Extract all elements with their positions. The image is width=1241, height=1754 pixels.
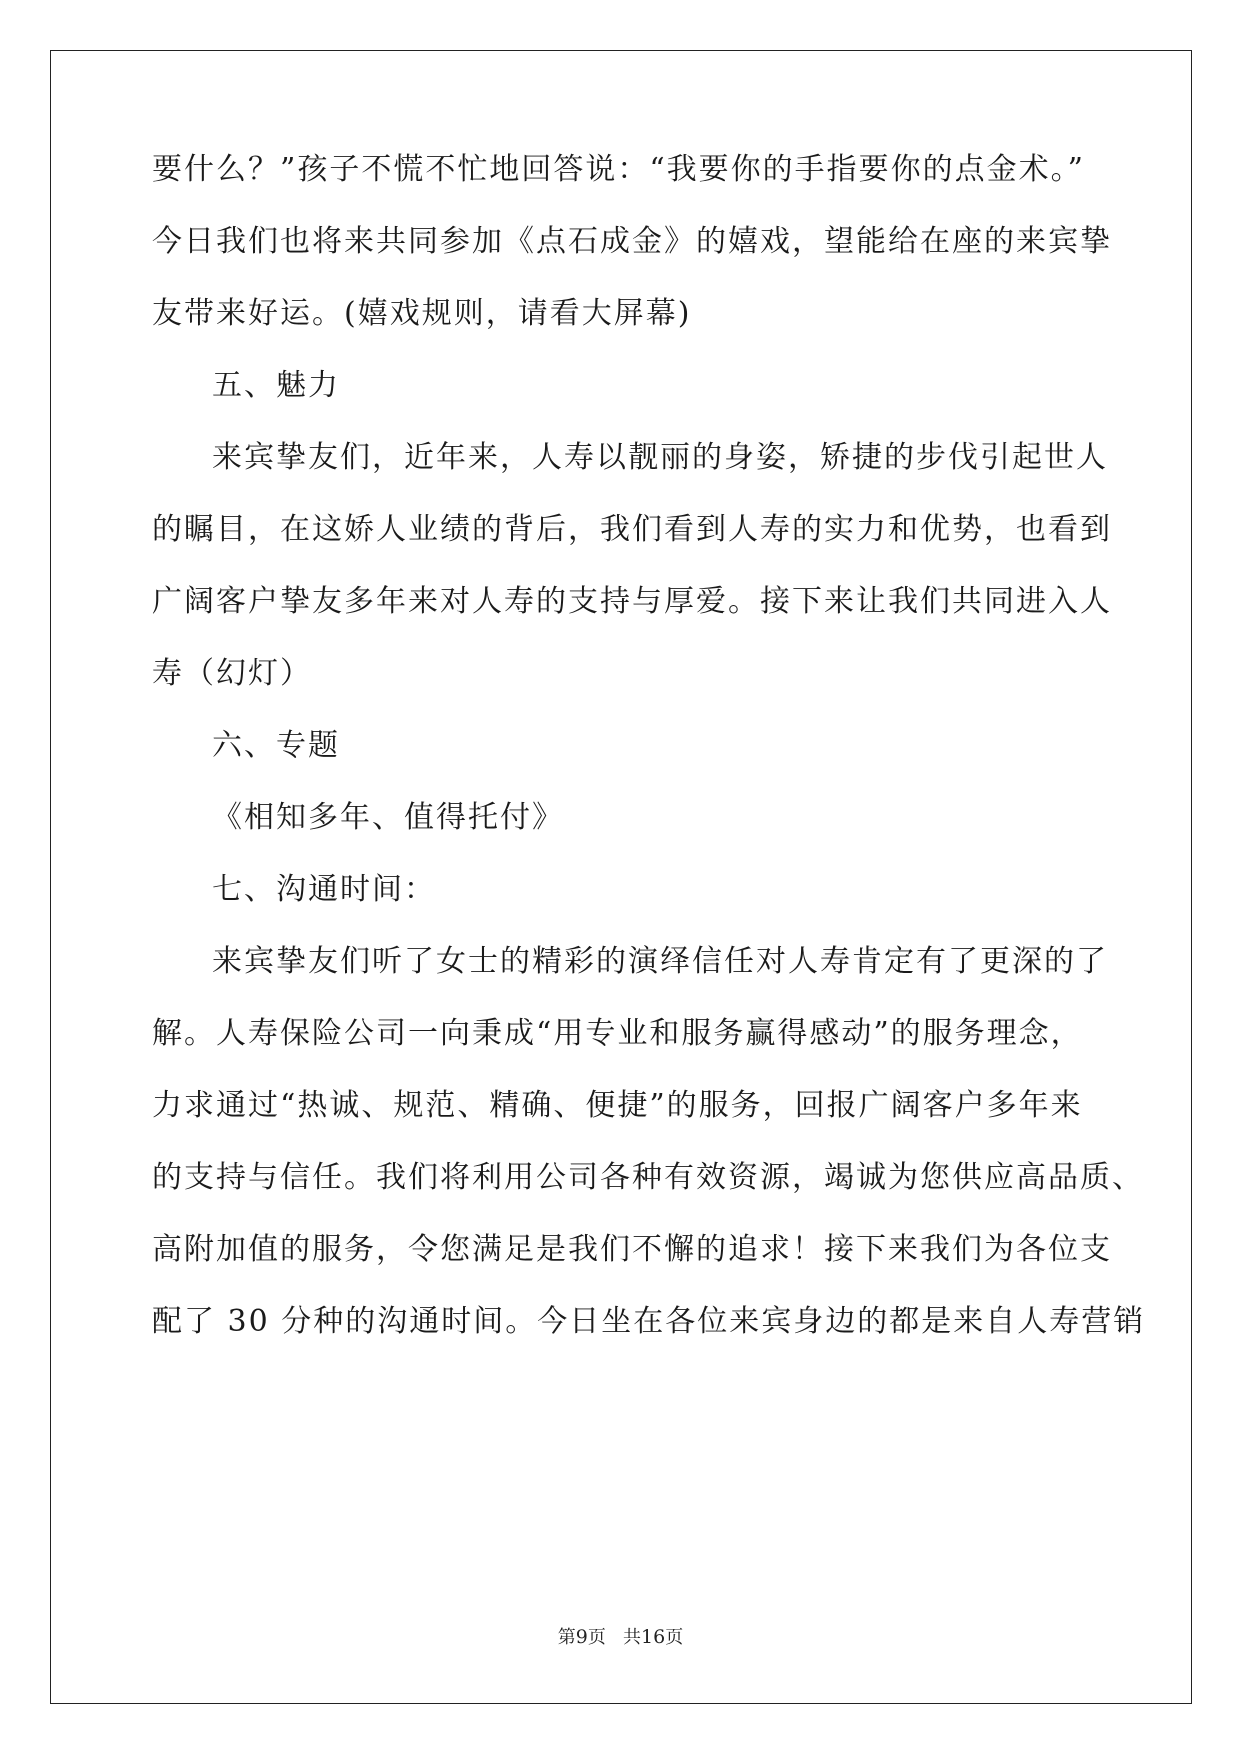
footer-total-prefix: 共 [623, 1627, 642, 1648]
footer-total-suffix: 页 [665, 1627, 684, 1648]
footer-page-number: 9 [575, 1626, 588, 1648]
text-line-17: 配了 30 分种的沟通时间。今日坐在各位来宾身边的都是来自人寿营销 [152, 1304, 1146, 1339]
text-line-15: 的支持与信任。我们将利用公司各种有效资源，竭诚为您供应高品质、 [152, 1160, 1144, 1195]
text-line-13: 解。人寿保险公司一向秉成“用专业和服务赢得感动”的服务理念， [152, 1016, 1083, 1051]
text-line-5: 来宾挚友们，近年来，人寿以靓丽的身姿，矫捷的步伐引起世人 [212, 440, 1108, 475]
footer-prefix: 第 [557, 1627, 576, 1648]
section-heading-6: 六、专题 [212, 728, 340, 763]
text-line-8: 寿（幻灯） [152, 656, 312, 691]
text-line-7: 广阔客户挚友多年来对人寿的支持与厚爱。接下来让我们共同进入人 [152, 584, 1112, 619]
footer-page-suffix: 页 [587, 1627, 606, 1648]
text-line-3: 友带来好运。(嬉戏规则，请看大屏幕) [152, 296, 692, 331]
text-line-12: 来宾挚友们听了女士的精彩的演绎信任对人寿肯定有了更深的了 [212, 944, 1108, 979]
section-heading-7: 七、沟通时间： [212, 872, 436, 907]
text-line-14: 力求通过“热诚、规范、精确、便捷”的服务，回报广阔客户多年来 [152, 1088, 1083, 1123]
text-line-2: 今日我们也将来共同参加《点石成金》的嬉戏，望能给在座的来宾挚 [152, 224, 1112, 259]
section-heading-5: 五、魅力 [212, 368, 340, 403]
text-line-16: 高附加值的服务，令您满足是我们不懈的追求！接下来我们为各位支 [152, 1232, 1112, 1267]
text-line-1: 要什么？”孩子不慌不忙地回答说：“我要你的手指要你的点金术。” [152, 152, 1086, 187]
page-footer [0, 1625, 1241, 1650]
text-line-6: 的瞩目，在这娇人业绩的背后，我们看到人寿的实力和优势，也看到 [152, 512, 1112, 547]
footer-total-pages: 16 [641, 1626, 666, 1648]
topic-title: 《相知多年、值得托付》 [212, 800, 564, 835]
